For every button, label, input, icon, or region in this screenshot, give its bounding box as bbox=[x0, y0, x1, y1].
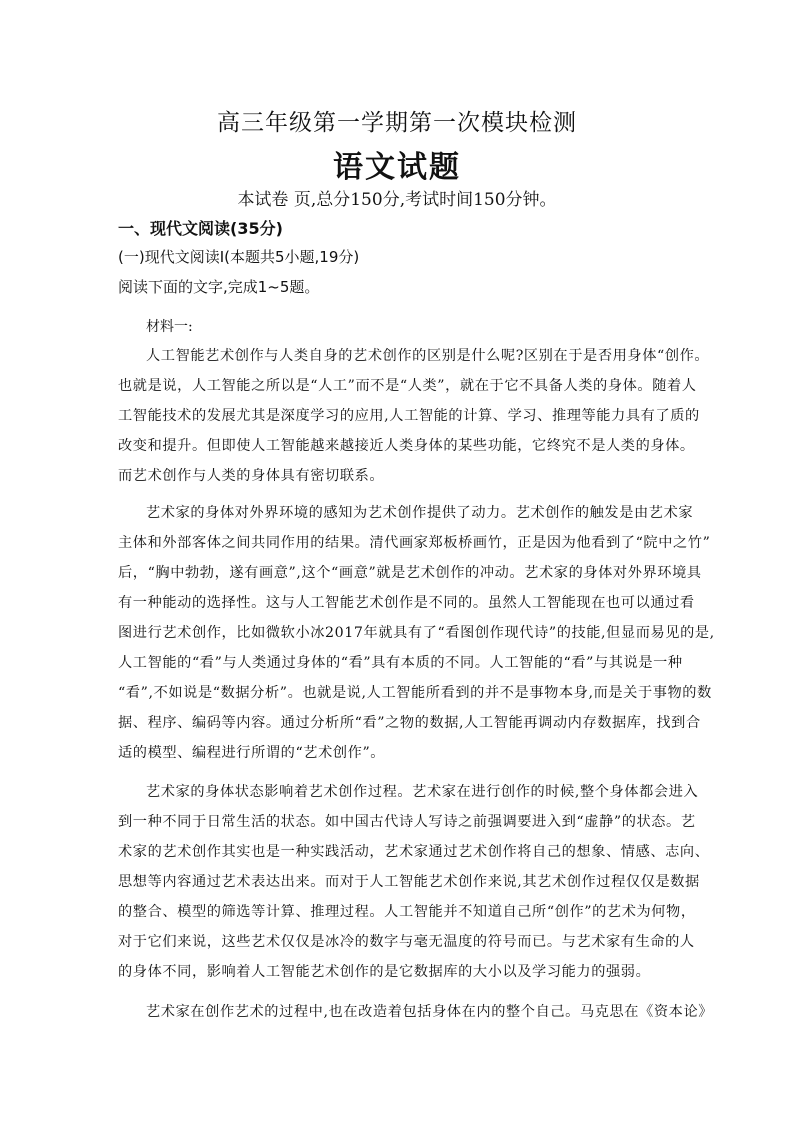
passage-line: 艺术家在创作艺术的过程中,也在改造着包括身体在内的整个自己。马克思在《资本论》 bbox=[146, 1004, 714, 1020]
exam-info: 本试卷 页,总分150分,考试时间150分钟。 bbox=[237, 190, 557, 210]
passage-line: 而艺术创作与人类的身体具有密切联系。 bbox=[118, 468, 385, 484]
passage-line: 也就是说，人工智能之所以是“人工”而不是“人类”，就在于它不具备人类的身体。随着人 bbox=[118, 378, 697, 394]
passage-line: 艺术家的身体状态影响着艺术创作过程。艺术家在进行创作的时候,整个身体都会进入 bbox=[146, 784, 699, 800]
exam-subtitle: 高三年级第一学期第一次模块检测 bbox=[217, 110, 577, 136]
passage-line: 图进行艺术创作，比如微软小冰2017年就具有了“看图创作现代诗”的技能,但显而易见的是, bbox=[118, 625, 715, 641]
passage-line: 有一种能动的选择性。这与人工智能艺术创作是不同的。虽然人工智能现在也可以通过看 bbox=[118, 595, 695, 611]
passage-line: 的身体不同，影响着人工智能艺术创作的是它数据库的大小以及学习能力的强弱。 bbox=[118, 964, 651, 980]
subsection-heading: (一)现代文阅读Ⅰ(本题共5小题,19分) bbox=[118, 248, 360, 266]
passage-line: 据、程序、编码等内容。通过分析所“看”之物的数据,人工智能再调动内存数据库，找到合 bbox=[118, 715, 701, 731]
passage-line: 到一种不同于日常生活的状态。如中国古代诗人写诗之前强调要进入到“虚静”的状态。艺 bbox=[118, 814, 696, 830]
passage-line: 适的模型、编程进行所谓的“艺术创作”。 bbox=[118, 745, 386, 761]
passage-line: 对于它们来说，这些艺术仅仅是冰冷的数字与毫无温度的符号而已。与艺术家有生命的人 bbox=[118, 934, 695, 950]
reading-instruction: 阅读下面的文字,完成1~5题。 bbox=[118, 278, 320, 296]
passage-line: 人工智能的“看”与人类通过身体的“看”具有本质的不同。人工智能的“看”与其说是一种 bbox=[118, 655, 683, 671]
section-heading: 一、现代文阅读(35分) bbox=[118, 219, 283, 238]
passage-line: 的整合、模型的筛选等计算、推理过程。人工智能并不知道自己所“创作”的艺术为何物， bbox=[118, 904, 696, 920]
exam-title: 语文试题 bbox=[333, 150, 461, 185]
passage-line: 后，“胸中勃勃，遂有画意”,这个“画意”就是艺术创作的冲动。艺术家的身体对外界环境具 bbox=[118, 565, 702, 581]
material-label: 材料一: bbox=[146, 319, 193, 335]
passage-line: 思想等内容通过艺术表达出来。而对于人工智能艺术创作来说,其艺术创作过程仅仅是数据 bbox=[118, 874, 700, 890]
passage-line: “看”,不如说是“数据分析”。也就是说,人工智能所看到的并不是事物本身,而是关于事物的数 bbox=[118, 685, 712, 701]
passage-line: 人工智能艺术创作与人类自身的艺术创作的区别是什么呢?区别在于是否用身体“创作。 bbox=[146, 348, 710, 364]
passage-line: 工智能技术的发展尤其是深度学习的应用,人工智能的计算、学习、推理等能力具有了质的 bbox=[118, 408, 700, 424]
passage-line: 艺术家的身体对外界环境的感知为艺术创作提供了动力。艺术创作的触发是由艺术家 bbox=[146, 505, 694, 521]
passage-line: 主体和外部客体之间共同作用的结果。清代画家郑板桥画竹，正是因为他看到了“院中之竹” bbox=[118, 535, 711, 551]
passage-line: 术家的艺术创作其实也是一种实践活动，艺术家通过艺术创作将自己的想象、情感、志向、 bbox=[118, 844, 710, 860]
passage-line: 改变和提升。但即使人工智能越来越接近人类身体的某些功能，它终究不是人类的身体。 bbox=[118, 438, 695, 454]
